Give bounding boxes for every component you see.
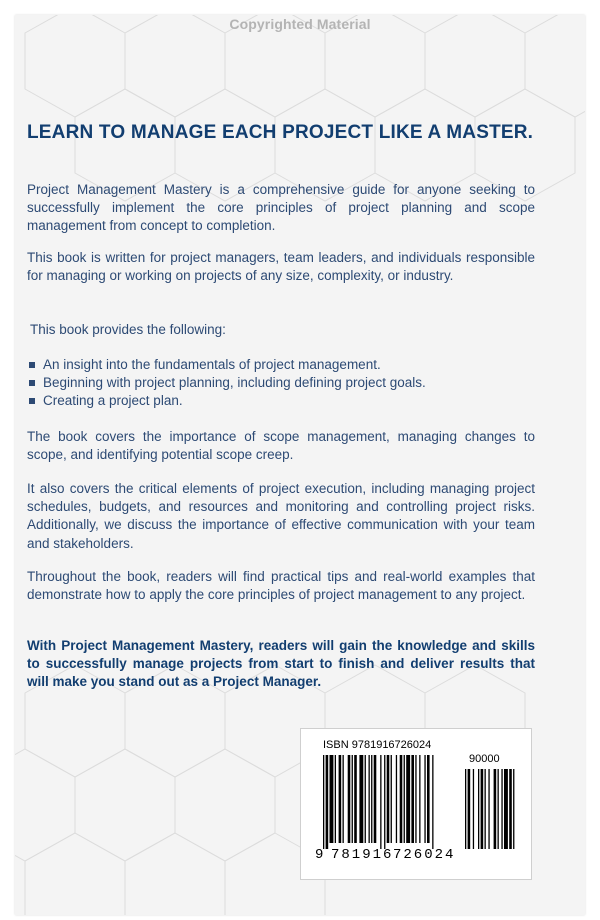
barcode-bar (365, 755, 366, 843)
barcode-bar (424, 755, 425, 843)
barcode-digit-group-2: 726024 (393, 847, 456, 863)
barcode-bar (391, 755, 392, 843)
barcode-digits (301, 847, 531, 863)
barcode-bar (380, 755, 381, 849)
addon-bar (504, 769, 508, 849)
addon-bar (465, 769, 466, 849)
back-cover-headline: LEARN TO MANAGE EACH PROJECT LIKE A MASTER. (27, 122, 534, 143)
execution-paragraph: It also covers the critical elements of project execution, including managing project schedules, budgets, and resources and monitoring and controlling project risks. Additionally, we discuss the importance of effective communication with your team and stakeholders. (27, 481, 535, 551)
barcode-bar (343, 755, 344, 843)
tips-paragraph: Throughout the book, readers will find practical tips and real-world examples that demonstrate how to apply the core principles of project management to any project. (27, 569, 535, 603)
provides-paragraph: This book provides the following: (30, 322, 226, 337)
intro-paragraph: Project Management Mastery is a comprehensive guide for anyone seeking to successfully implement the core principles of project planning and scope management from concept to completion. (27, 182, 535, 234)
addon-bar (494, 769, 497, 849)
barcode-bar (411, 755, 414, 843)
barcode-bar (326, 755, 329, 849)
barcode-bar (354, 755, 357, 843)
addon-bar (468, 769, 471, 849)
feature-list-item: An insight into the fundamentals of project management. (27, 356, 535, 374)
barcode-bar (404, 755, 405, 843)
isbn-barcode-box (300, 728, 532, 880)
scope-paragraph: The book covers the importance of scope management, managing changes to scope, and identifying potential scope creep. (27, 429, 535, 463)
barcode-bar (419, 755, 420, 843)
addon-bar (509, 769, 512, 849)
closing-paragraph: With Project Management Mastery, readers will gain the knowledge and skills to successfully manage projects from start to finish and deliver results that will make you stand out as a Project Manager. (27, 638, 535, 690)
barcode-bar (348, 755, 351, 843)
addon-bar (498, 769, 499, 849)
copyright-watermark: Copyrighted Material (229, 16, 371, 32)
barcode-bar (323, 755, 324, 849)
feature-list-item: Creating a project plan. (27, 392, 535, 410)
addon-bar (473, 769, 474, 849)
barcode-bar (330, 755, 334, 843)
barcode-bar (415, 755, 416, 843)
addon-bar (478, 769, 479, 849)
feature-list-item: Beginning with project planning, including defining project goals. (27, 374, 535, 392)
feature-list (27, 356, 535, 411)
barcode-bar (335, 755, 336, 843)
price-code-label: 90000 (469, 753, 500, 765)
barcode-bar (371, 755, 372, 843)
barcode-digit-first: 9 (315, 847, 324, 863)
barcode-bar (339, 755, 342, 843)
isbn-label: ISBN 9781916726024 (323, 739, 432, 751)
barcode-bar (369, 755, 370, 843)
addon-bar (485, 769, 486, 849)
barcode-bar (387, 755, 390, 843)
addon-bar (481, 769, 484, 849)
addon-bar (488, 769, 489, 849)
barcode-bar (359, 755, 363, 843)
barcode-bar (352, 755, 353, 843)
barcode-bar (384, 755, 385, 849)
barcode-bar (374, 755, 377, 843)
barcode-bar (406, 755, 410, 843)
audience-paragraph: This book is written for project managers, team leaders, and individuals responsible for managing or working on projects of any size, complexity, or industry. (27, 250, 535, 284)
barcode-bar (400, 755, 403, 843)
barcode-digit-group-1: 781916 (331, 847, 394, 863)
barcode-bar (427, 755, 430, 843)
addon-bar (513, 769, 514, 849)
addon-bar (501, 769, 502, 849)
barcode-bar (396, 755, 397, 843)
barcode-bar (432, 755, 433, 849)
